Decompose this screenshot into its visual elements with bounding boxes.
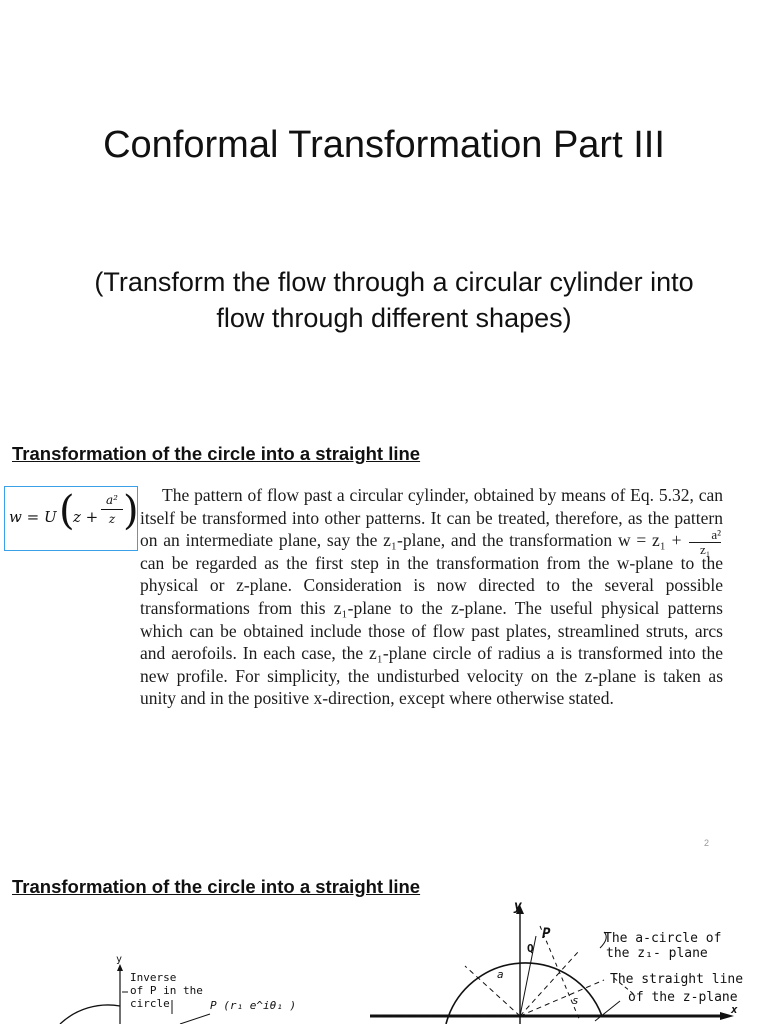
transformation-diagram <box>0 896 768 1024</box>
pointer-line <box>595 1001 620 1021</box>
right-figure <box>370 899 743 1024</box>
slide-title: Conformal Transformation Part III <box>103 124 665 166</box>
left-inverse-line2: of P in the <box>130 984 203 997</box>
radius-a-label: a <box>497 968 504 981</box>
point-p-label: P <box>542 926 551 942</box>
left-inverse-line3: circle <box>130 997 170 1010</box>
left-point-label: P (r₁ e^iθ₁ ) <box>210 999 297 1012</box>
equation-fraction <box>101 492 123 527</box>
dashed-ray-2 <box>520 952 578 1016</box>
left-y-arrow <box>117 964 123 971</box>
inline-fraction-denominator: z₁ <box>700 541 711 557</box>
excerpt-part1: The pattern of flow past a circular cylinder, obtained by means of Eq. 5.32, can itself be transformed into other patterns. It can be treated, therefore, as the pattern on an intermediate plane, say the z₁-plane, and the transformation w = z₁ + <box>140 485 723 551</box>
dashed-ray-3 <box>520 980 604 1016</box>
inline-fraction-numerator: a² <box>711 526 722 542</box>
equation-box <box>4 486 138 551</box>
line-label-line2: of the z-plane <box>628 990 738 1005</box>
left-y-label: y <box>116 954 123 965</box>
point-q-label: Q <box>527 942 534 955</box>
equation-lhs: w = U <box>9 508 57 526</box>
equation-denominator: z <box>108 512 116 526</box>
line-label-line1: The straight line <box>610 972 744 987</box>
left-circle-arc <box>60 1005 120 1024</box>
left-radius-line <box>180 1014 210 1024</box>
point-s-label: s <box>572 994 579 1007</box>
equation-close-paren: ) <box>123 488 139 534</box>
left-inverse-line1: Inverse <box>130 971 177 984</box>
circle-label-line1: The a-circle of <box>604 931 722 946</box>
slide-subtitle: (Transform the flow through a circular cylinder into flow through different shapes) <box>94 267 694 333</box>
section-heading-2: Transformation of the circle into a straight line <box>12 876 421 897</box>
dashed-ray-1 <box>465 966 520 1016</box>
left-figure <box>60 954 296 1024</box>
equation-inner: z + <box>73 508 99 526</box>
textbook-excerpt <box>140 484 723 710</box>
circle-label-line2: the z₁- plane <box>606 946 708 961</box>
page-number: 2 <box>704 838 710 848</box>
right-y-label: y <box>514 899 522 914</box>
equation-numerator: a² <box>106 493 118 507</box>
right-x-label: x <box>731 1003 738 1016</box>
section-heading: Transformation of the circle into a straight line <box>12 443 421 464</box>
equation-open-paren: ( <box>59 488 75 534</box>
excerpt-part2: can be regarded as the first step in the transformation from the w-plane to the physical or z-plane. Consideration is now directed to the several possible transformations from this z₁-plane to the z-plane. The useful physical patterns which can be obtained include those of flow past plates, streamlined struts, arcs and aerofoils. In each case, the z₁-plane circle of radius a is transformed into the new profile. For simplicity, the undisturbed velocity on the z-plane is taken as unity and in the positive x-direction, except where otherwise stated. <box>140 552 723 709</box>
